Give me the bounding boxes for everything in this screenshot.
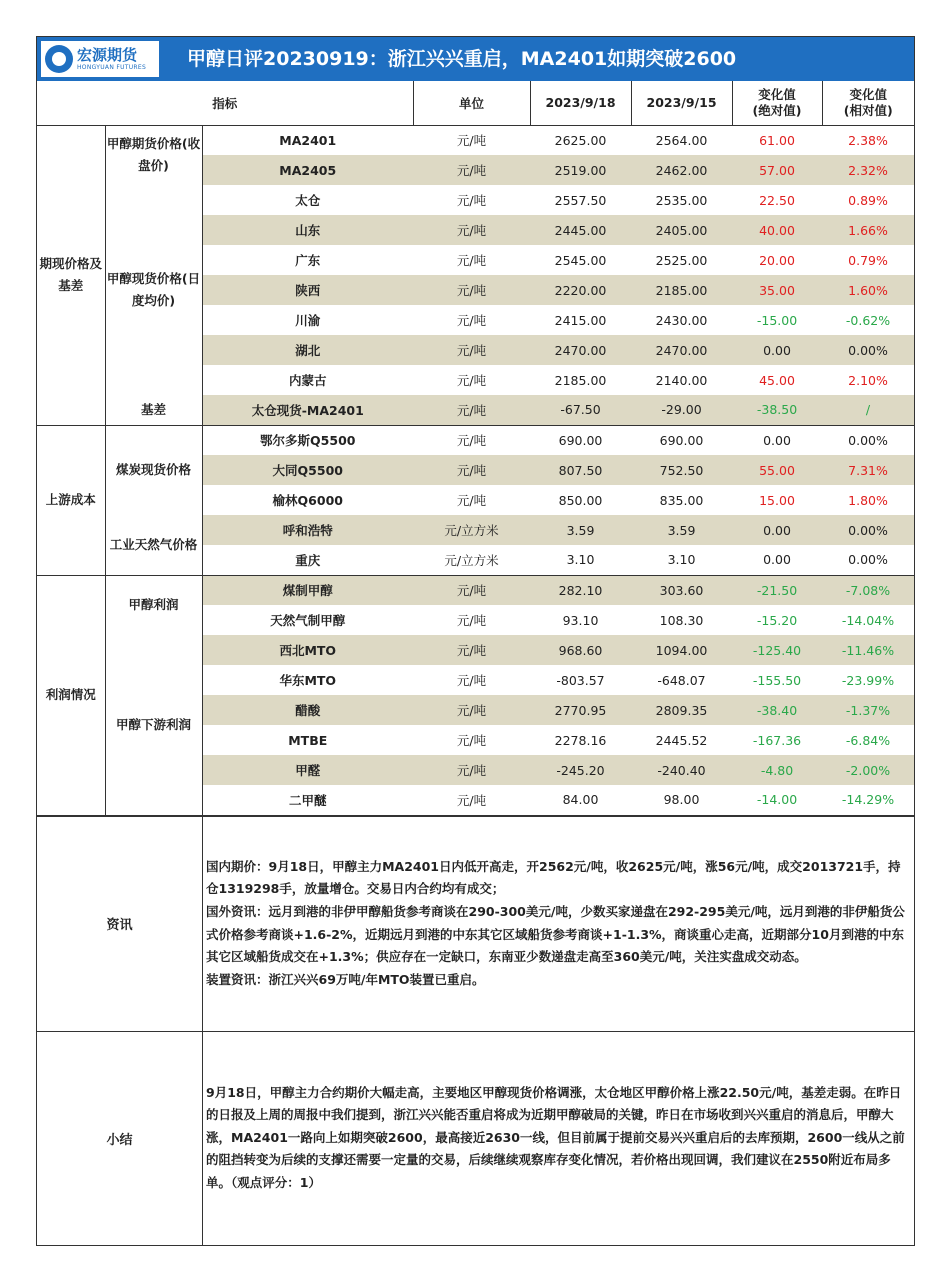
row-rel-change: 7.31% bbox=[822, 455, 914, 485]
row-rel-change: 2.32% bbox=[822, 155, 914, 185]
row-indicator: 重庆 bbox=[202, 545, 413, 575]
row-abs-change: 0.00 bbox=[732, 545, 822, 575]
row-value-date1: 2470.00 bbox=[530, 335, 631, 365]
row-value-date1: 2445.00 bbox=[530, 215, 631, 245]
row-unit: 元/吨 bbox=[456, 613, 487, 628]
row-unit: 元/吨 bbox=[456, 253, 487, 268]
row-unit: 元/吨 bbox=[413, 215, 530, 245]
row-rel-change: -1.37% bbox=[822, 695, 914, 725]
row-unit: 元/吨 bbox=[413, 155, 530, 185]
row-abs-change: -38.50 bbox=[732, 395, 822, 425]
row-value-date2: 752.50 bbox=[631, 455, 732, 485]
row-value-date2: 2445.52 bbox=[655, 732, 708, 748]
row-value-date2: 2462.00 bbox=[631, 155, 732, 185]
row-indicator: 内蒙古 bbox=[289, 373, 327, 388]
table-row bbox=[37, 425, 914, 455]
row-value-date1: 2545.00 bbox=[554, 252, 607, 268]
news-domestic: 国内期价：9月18日，甲醇主力MA2401日内低开高走，开2562元/吨，收2625元/吨，涨56元/吨，成交2013721手，持仓1319298手，放量增仓。交易日内合约均有成交； bbox=[206, 858, 901, 897]
row-abs-change: 22.50 bbox=[759, 192, 795, 208]
row-unit: 元/吨 bbox=[456, 493, 487, 508]
row-abs-change: -4.80 bbox=[732, 755, 822, 785]
row-rel-change: -2.00% bbox=[822, 755, 914, 785]
row-unit: 元/吨 bbox=[456, 433, 487, 449]
row-indicator: 广东 bbox=[295, 253, 321, 268]
row-abs-change: 57.00 bbox=[732, 155, 822, 185]
row-value-date2: 2535.00 bbox=[655, 192, 708, 208]
summary-body bbox=[203, 1032, 914, 1245]
row-value-date1: -245.20 bbox=[530, 755, 631, 785]
table-row bbox=[37, 515, 914, 545]
row-rel-change: -6.84% bbox=[845, 732, 891, 748]
row-value-date1: 2770.95 bbox=[530, 695, 631, 725]
row-indicator: 太仓 bbox=[295, 193, 321, 208]
row-value-date1: 2220.00 bbox=[530, 275, 631, 305]
row-indicator: MA2401 bbox=[279, 132, 337, 148]
row-abs-change: 55.00 bbox=[732, 455, 822, 485]
row-rel-change: 1.80% bbox=[848, 492, 888, 508]
col-header-abs-change: 变化值 (绝对值) bbox=[732, 81, 822, 125]
col-header-unit: 单位 bbox=[413, 81, 530, 125]
row-rel-change: -0.62% bbox=[845, 312, 891, 328]
report-header bbox=[37, 37, 914, 81]
row-rel-change: 0.00% bbox=[822, 545, 914, 575]
row-rel-change: 1.66% bbox=[822, 215, 914, 245]
row-rel-change: -14.29% bbox=[822, 785, 914, 815]
row-value-date1: 2519.00 bbox=[530, 155, 631, 185]
table-row bbox=[37, 125, 914, 155]
row-value-date1: 84.00 bbox=[530, 785, 631, 815]
row-unit: 元/吨 bbox=[456, 673, 487, 688]
row-indicator: 二甲醚 bbox=[202, 785, 413, 815]
row-indicator: 鄂尔多斯Q5500 bbox=[260, 433, 356, 449]
row-indicator: 煤制甲醇 bbox=[202, 575, 413, 605]
row-value-date2: 2430.00 bbox=[655, 312, 708, 328]
report-title: 甲醇日评20230919：浙江兴兴重启，MA2401如期突破2600 bbox=[187, 48, 737, 70]
row-unit: 元/吨 bbox=[456, 313, 487, 328]
row-abs-change: 15.00 bbox=[759, 492, 795, 508]
row-value-date1: 968.60 bbox=[530, 635, 631, 665]
row-rel-change: 0.00% bbox=[822, 515, 914, 545]
row-abs-change: -15.00 bbox=[756, 312, 798, 328]
row-value-date1: 93.10 bbox=[562, 612, 599, 628]
row-value-date2: 2809.35 bbox=[631, 695, 732, 725]
row-abs-change: -14.00 bbox=[732, 785, 822, 815]
row-value-date1: 2625.00 bbox=[554, 132, 607, 148]
row-value-date2: -29.00 bbox=[631, 395, 732, 425]
table-row bbox=[37, 635, 914, 665]
row-indicator: 西北MTO bbox=[202, 635, 413, 665]
row-abs-change: -167.36 bbox=[752, 732, 802, 748]
group-label-g6: 甲醇利润 bbox=[105, 575, 202, 635]
logo-name-en: HONGYUAN FUTURES bbox=[77, 63, 147, 71]
row-value-date2: 2140.00 bbox=[655, 372, 708, 388]
row-value-date1: -67.50 bbox=[530, 395, 631, 425]
row-unit: 元/吨 bbox=[413, 455, 530, 485]
summary-text: 9月18日，甲醇主力合约期价大幅走高，主要地区甲醇现货价格调涨，太仓地区甲醇价格上涨22.50元/吨，基差走弱。在昨日的日报及上周的周报中我们提到，浙江兴兴能否重启将成为近期甲醇破局的关键，昨日在市场收到兴兴重启的消息后，甲醇大涨，MA2401一路向上如期突破2600，最高接近2630一线，但目前属于提前交易兴兴重启后的去库预期，2600一线从之前的阻挡转变为后续的支撑还需要一定量的交易，后续继续观察库存变化情况，若价格出现回调，我们建议在2550附近布局多单。（观点评分：1） bbox=[206, 1084, 905, 1190]
row-rel-change: 0.79% bbox=[848, 252, 888, 268]
row-abs-change: -21.50 bbox=[732, 575, 822, 605]
row-unit: 元/吨 bbox=[456, 193, 487, 208]
row-rel-change: 0.00% bbox=[848, 432, 888, 448]
company-logo bbox=[41, 41, 159, 77]
row-value-date1: 850.00 bbox=[558, 492, 603, 508]
logo-mark-icon bbox=[45, 45, 73, 73]
row-value-date1: 807.50 bbox=[530, 455, 631, 485]
summary-section bbox=[37, 1031, 914, 1245]
row-indicator: 华东MTO bbox=[279, 673, 337, 688]
row-indicator: 醋酸 bbox=[202, 695, 413, 725]
group-label-g1: 甲醇期货价格(收盘价) bbox=[105, 125, 202, 185]
row-unit: 元/吨 bbox=[413, 275, 530, 305]
report-frame bbox=[36, 36, 915, 1246]
row-rel-change: 0.89% bbox=[848, 192, 888, 208]
row-value-date1: 2278.16 bbox=[554, 732, 607, 748]
row-value-date1: 2185.00 bbox=[554, 372, 607, 388]
row-indicator: MTBE bbox=[288, 732, 328, 748]
row-value-date1: 3.10 bbox=[530, 545, 631, 575]
row-value-date2: 2564.00 bbox=[655, 132, 708, 148]
row-rel-change: 2.10% bbox=[848, 372, 888, 388]
row-value-date2: -240.40 bbox=[631, 755, 732, 785]
row-abs-change: 45.00 bbox=[759, 372, 795, 388]
row-unit: 元/立方米 bbox=[413, 515, 530, 545]
row-unit: 元/吨 bbox=[413, 335, 530, 365]
row-indicator: 大同Q5500 bbox=[202, 455, 413, 485]
row-abs-change: 40.00 bbox=[732, 215, 822, 245]
row-abs-change: 0.00 bbox=[732, 515, 822, 545]
row-indicator: 陕西 bbox=[202, 275, 413, 305]
table-row bbox=[37, 185, 914, 215]
row-indicator: 湖北 bbox=[202, 335, 413, 365]
section-label-s3: 利润情况 bbox=[37, 575, 105, 815]
row-value-date2: 2405.00 bbox=[631, 215, 732, 245]
row-value-date1: -803.57 bbox=[556, 672, 605, 688]
row-unit: 元/吨 bbox=[413, 635, 530, 665]
group-label-g5: 工业天然气价格 bbox=[105, 515, 202, 575]
group-label-g7: 甲醇下游利润 bbox=[105, 635, 202, 815]
row-abs-change: -155.50 bbox=[752, 672, 802, 688]
row-unit: 元/吨 bbox=[456, 373, 487, 388]
row-value-date2: 2470.00 bbox=[631, 335, 732, 365]
row-rel-change: / bbox=[822, 395, 914, 425]
news-plant: 装置资讯：浙江兴兴69万吨/年MTO装置已重启。 bbox=[206, 971, 485, 987]
row-abs-change: -15.20 bbox=[756, 612, 798, 628]
col-header-indicator: 指标 bbox=[37, 81, 413, 125]
row-indicator: MA2405 bbox=[202, 155, 413, 185]
row-value-date2: 108.30 bbox=[659, 612, 704, 628]
row-unit: 元/吨 bbox=[413, 575, 530, 605]
row-value-date2: 1094.00 bbox=[631, 635, 732, 665]
row-rel-change: -23.99% bbox=[841, 672, 895, 688]
col-header-date1: 2023/9/18 bbox=[530, 81, 631, 125]
row-rel-change: -11.46% bbox=[822, 635, 914, 665]
row-unit: 元/吨 bbox=[413, 695, 530, 725]
row-value-date1: 690.00 bbox=[558, 432, 603, 448]
row-value-date2: 690.00 bbox=[659, 432, 704, 448]
row-abs-change: -125.40 bbox=[732, 635, 822, 665]
summary-label: 小结 bbox=[37, 1032, 203, 1245]
col-header-date2: 2023/9/15 bbox=[631, 81, 732, 125]
group-label-g4: 煤炭现货价格 bbox=[105, 425, 202, 515]
row-unit: 元/立方米 bbox=[413, 545, 530, 575]
table-row bbox=[37, 395, 914, 425]
row-value-date2: 3.59 bbox=[631, 515, 732, 545]
row-unit: 元/吨 bbox=[456, 733, 487, 748]
row-indicator: 甲醛 bbox=[202, 755, 413, 785]
row-indicator: 呼和浩特 bbox=[202, 515, 413, 545]
table-header-row bbox=[37, 81, 914, 125]
row-indicator: 川渝 bbox=[295, 313, 321, 328]
row-rel-change: 1.60% bbox=[822, 275, 914, 305]
row-indicator: 太仓现货-MA2401 bbox=[202, 395, 413, 425]
row-value-date2: 835.00 bbox=[659, 492, 704, 508]
row-unit: 元/吨 bbox=[456, 133, 487, 149]
row-abs-change: 20.00 bbox=[759, 252, 795, 268]
row-abs-change: 0.00 bbox=[763, 432, 791, 448]
col-header-rel-change: 变化值 (相对值) bbox=[822, 81, 914, 125]
row-rel-change: -7.08% bbox=[822, 575, 914, 605]
logo-name: 宏源期货 bbox=[77, 45, 138, 64]
row-rel-change: 0.00% bbox=[822, 335, 914, 365]
row-abs-change: 35.00 bbox=[732, 275, 822, 305]
row-value-date1: 282.10 bbox=[530, 575, 631, 605]
row-unit: 元/吨 bbox=[413, 785, 530, 815]
row-unit: 元/吨 bbox=[413, 395, 530, 425]
news-section bbox=[37, 816, 914, 1031]
row-rel-change: -14.04% bbox=[841, 612, 895, 628]
section-label-s1: 期现价格及基差 bbox=[37, 125, 105, 425]
row-value-date2: 3.10 bbox=[631, 545, 732, 575]
news-body bbox=[203, 817, 914, 1031]
row-unit: 元/吨 bbox=[413, 755, 530, 785]
table-row bbox=[37, 575, 914, 605]
row-abs-change: 0.00 bbox=[732, 335, 822, 365]
row-value-date2: 2185.00 bbox=[631, 275, 732, 305]
data-table bbox=[37, 81, 914, 816]
row-value-date1: 3.59 bbox=[530, 515, 631, 545]
news-label: 资讯 bbox=[37, 817, 203, 1031]
row-value-date2: 303.60 bbox=[631, 575, 732, 605]
row-indicator: 山东 bbox=[202, 215, 413, 245]
group-label-g2: 甲醇现货价格(日度均价) bbox=[105, 185, 202, 395]
row-abs-change: 61.00 bbox=[759, 132, 795, 148]
row-abs-change: -38.40 bbox=[732, 695, 822, 725]
group-label-g3: 基差 bbox=[105, 395, 202, 425]
row-value-date2: 98.00 bbox=[631, 785, 732, 815]
row-indicator: 榆林Q6000 bbox=[272, 493, 343, 508]
section-label-s2: 上游成本 bbox=[37, 425, 105, 575]
row-value-date1: 2557.50 bbox=[554, 192, 607, 208]
row-value-date2: 2525.00 bbox=[655, 252, 708, 268]
row-value-date1: 2415.00 bbox=[554, 312, 607, 328]
news-overseas: 国外资讯：远月到港的非伊甲醇船货参考商谈在290-300美元/吨，少数买家递盘在292-295美元/吨，远月到港的非伊船货公式价格参考商谈+1.6-2%，近期远月到港的中东其它区域船货参考商谈+1-1.3%，商谈重心走高，近期部分10月到港的中东其它区域船货成交在+1.3%；供应存在一定缺口，东南亚少数递盘走高至360美元/吨，关注实盘成交动态。 bbox=[206, 903, 905, 965]
row-indicator: 天然气制甲醇 bbox=[270, 613, 346, 628]
row-value-date2: -648.07 bbox=[657, 672, 706, 688]
row-rel-change: 2.38% bbox=[848, 132, 888, 148]
